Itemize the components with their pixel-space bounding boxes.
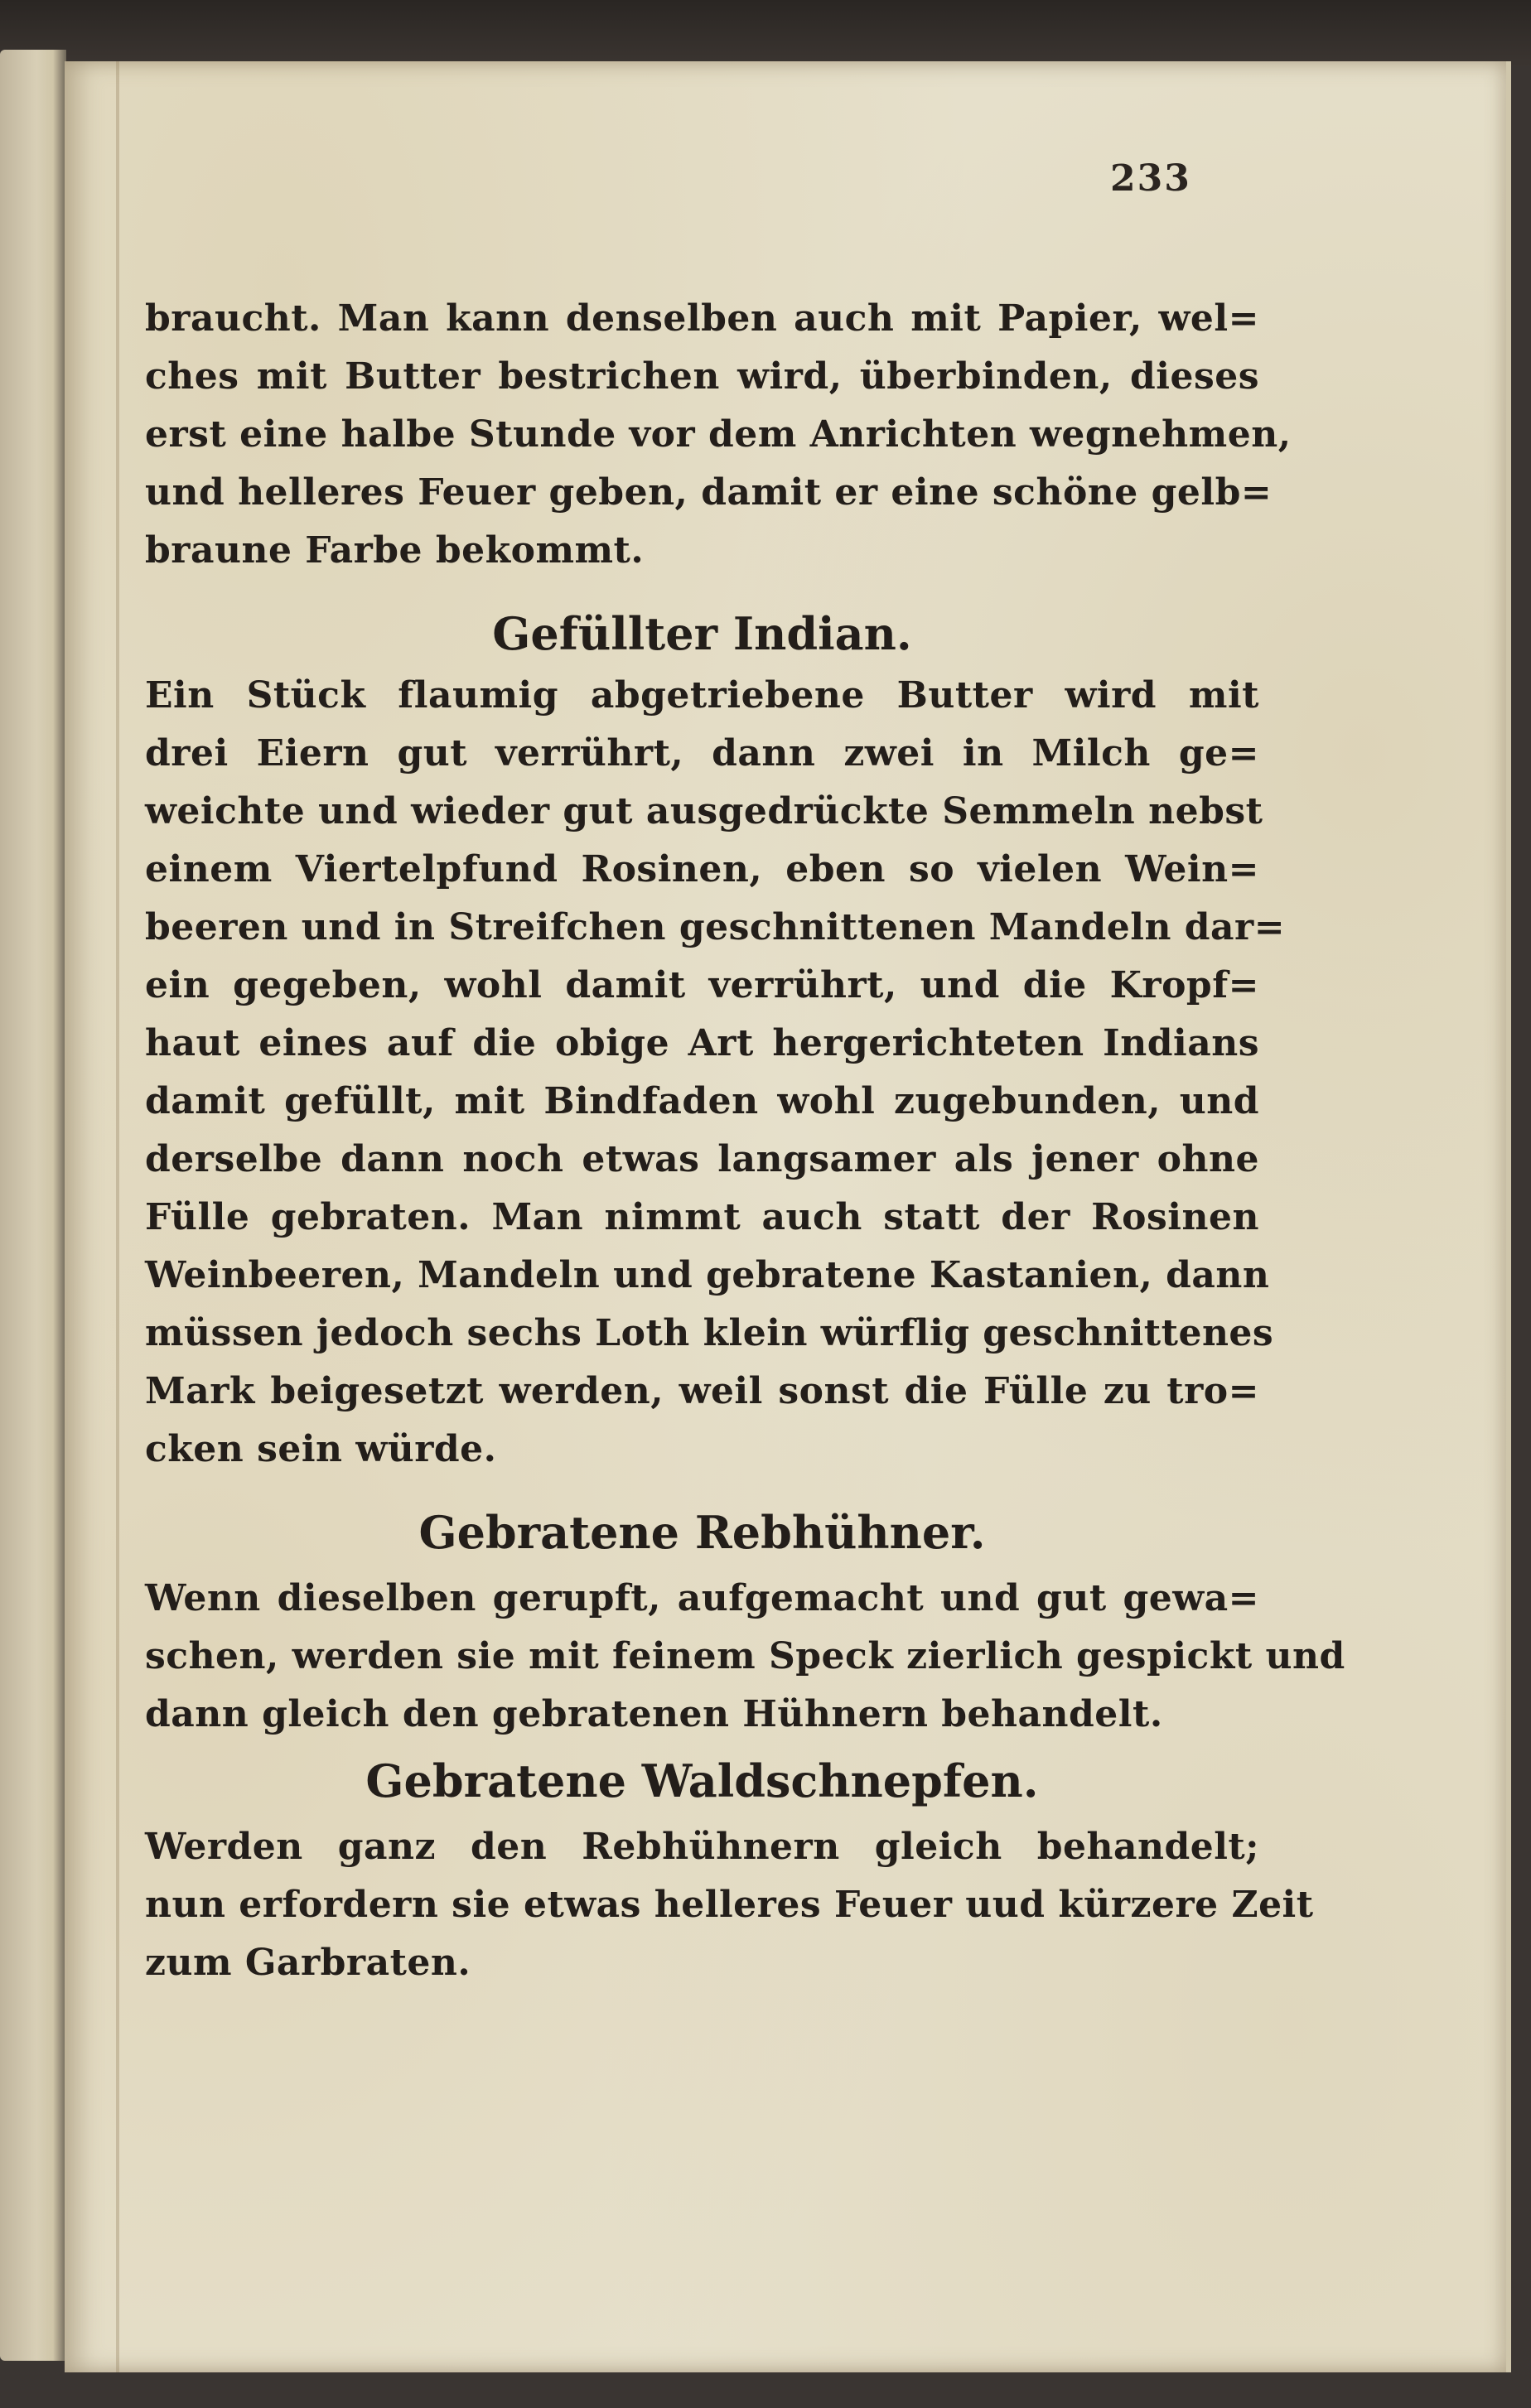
recipe-title-gebratene-rebhuehner: Gebratene Rebhühner. — [418, 1506, 986, 1559]
text-line: braune Farbe bekommt. — [145, 529, 645, 572]
text-line: Wenn dieselben gerupft, aufgemacht und gut gewa= — [145, 1577, 1259, 1619]
text-line: Ein Stück flaumig abgetriebene Butter wird mit — [145, 674, 1259, 717]
scan-background-top — [0, 0, 1531, 66]
text-line: schen, werden sie mit feinem Speck zierlich gespickt und — [145, 1635, 1345, 1677]
previous-page-edge — [0, 50, 66, 2361]
text-line: müssen jedoch sechs Loth klein würflig geschnittenes — [145, 1312, 1274, 1354]
text-line: damit gefüllt, mit Bindfaden wohl zugebunden, und — [145, 1080, 1259, 1122]
recipe-title-gefuellter-indian: Gefüllter Indian. — [492, 607, 912, 660]
text-line: einem Viertelpfund Rosinen, eben so vielen Wein= — [145, 848, 1259, 890]
text-line: braucht. Man kann denselben auch mit Papier, wel= — [145, 297, 1259, 340]
text-line: derselbe dann noch etwas langsamer als jener ohne — [145, 1138, 1259, 1180]
text-line: Weinbeeren, Mandeln und gebratene Kastanien, dann — [145, 1254, 1270, 1296]
text-line: dann gleich den gebratenen Hühnern behandelt. — [145, 1693, 1163, 1735]
text-line: ches mit Butter bestrichen wird, überbinden, dieses — [145, 355, 1259, 398]
text-line: zum Garbraten. — [145, 1942, 471, 1984]
text-line: cken sein würde. — [145, 1428, 497, 1470]
text-line: weichte und wieder gut ausgedrückte Semmeln nebst — [145, 790, 1263, 832]
text-line: drei Eiern gut verrührt, dann zwei in Milch ge= — [145, 732, 1259, 775]
page-gutter — [116, 61, 119, 2372]
text-line: haut eines auf die obige Art hergerichteten Indians — [145, 1022, 1259, 1064]
text-line: Mark beigesetzt werden, weil sonst die Fülle zu tro= — [145, 1370, 1259, 1412]
text-line: erst eine halbe Stunde vor dem Anrichten wegnehmen, — [145, 413, 1292, 456]
recipe-title-gebratene-waldschnepfen: Gebratene Waldschnepfen. — [365, 1754, 1039, 1807]
text-line: Fülle gebraten. Man nimmt auch statt der Rosinen — [145, 1196, 1259, 1238]
recipe-body-gefuellter-indian — [145, 667, 1286, 1479]
intro-paragraph — [145, 290, 1292, 580]
text-line: und helleres Feuer geben, damit er eine schöne gelb= — [145, 471, 1273, 514]
text-line: beeren und in Streifchen geschnittenen Mandeln dar= — [145, 906, 1286, 948]
text-line: ein gegeben, wohl damit verrührt, und die Kropf= — [145, 964, 1259, 1006]
page-number: 233 — [1110, 157, 1191, 200]
recipe-body-gebratene-rebhuehner — [145, 1570, 1345, 1744]
recipe-body-gebratene-waldschnepfen — [145, 1818, 1314, 1992]
text-line: Werden ganz den Rebhühnern gleich behandelt; — [145, 1826, 1259, 1868]
text-line: nun erfordern sie etwas helleres Feuer uud kürzere Zeit — [145, 1884, 1314, 1926]
